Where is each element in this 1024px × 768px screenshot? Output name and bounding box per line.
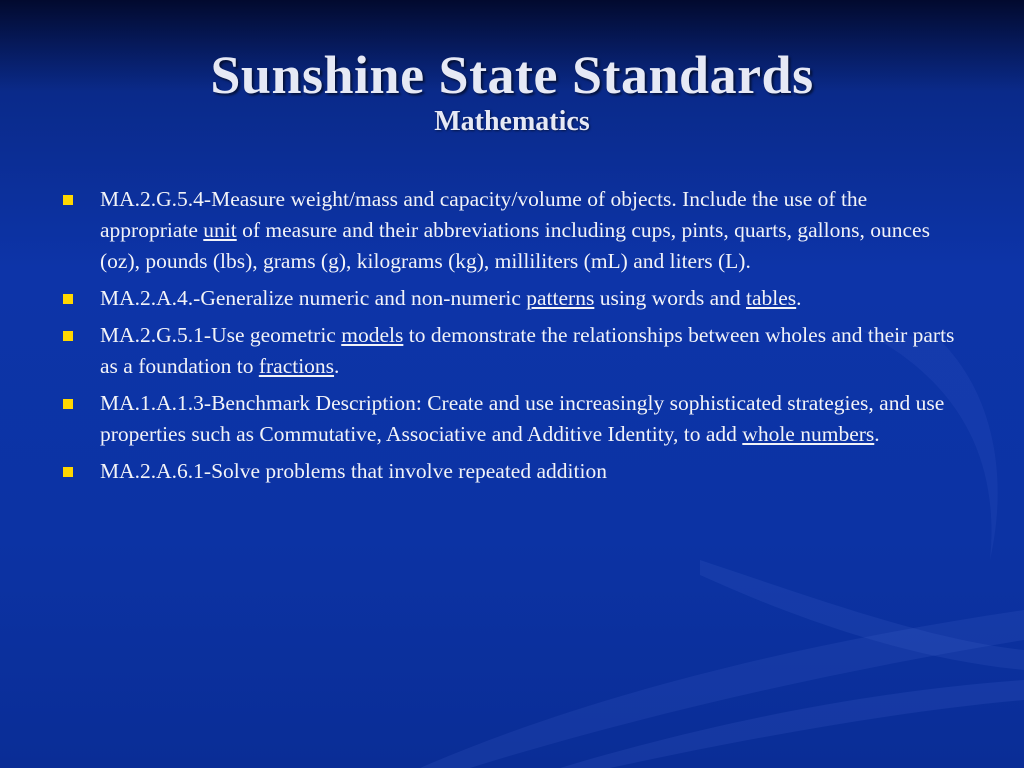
square-bullet-icon bbox=[63, 467, 73, 477]
bullet-text: . bbox=[874, 422, 880, 446]
bullet-text: . bbox=[334, 354, 340, 378]
hyperlink-whole-numbers[interactable]: whole numbers bbox=[742, 422, 875, 446]
standards-bullet-list bbox=[58, 184, 968, 493]
bullet-text: MA.2.A.4.-Generalize numeric and non-numeric bbox=[100, 286, 527, 310]
square-bullet-icon bbox=[63, 294, 73, 304]
square-bullet-icon bbox=[63, 195, 73, 205]
standard-bullet-item bbox=[58, 320, 968, 382]
square-bullet-icon bbox=[63, 331, 73, 341]
title-block bbox=[0, 40, 1024, 140]
hyperlink-patterns[interactable]: patterns bbox=[526, 286, 595, 310]
square-bullet-icon bbox=[63, 399, 73, 409]
bullet-text: to demonstrate the relationships between wholes and their parts as a foundation to bbox=[100, 323, 955, 378]
standard-bullet-item bbox=[58, 456, 968, 487]
bullet-text: MA.2.A.6.1-Solve problems that involve repeated addition bbox=[100, 459, 607, 483]
standard-bullet-item bbox=[58, 184, 968, 277]
bullet-text: . bbox=[796, 286, 802, 310]
standard-bullet-item bbox=[58, 283, 968, 314]
bullet-text: using words and bbox=[594, 286, 747, 310]
slide-title: Sunshine State Standards bbox=[210, 45, 814, 105]
bullet-text: MA.1.A.1.3-Benchmark Description: Create and use increasingly sophisticated strategies, and use properties such as Commutative, Associative and Additive Identity, to add bbox=[100, 391, 945, 446]
hyperlink-unit[interactable]: unit bbox=[203, 218, 237, 242]
standard-bullet-item bbox=[58, 388, 968, 450]
hyperlink-tables[interactable]: tables bbox=[746, 286, 797, 310]
hyperlink-fractions[interactable]: fractions bbox=[258, 354, 335, 378]
slide-subtitle: Mathematics bbox=[434, 106, 590, 137]
hyperlink-models[interactable]: models bbox=[341, 323, 404, 347]
bullet-text: MA.2.G.5.4-Measure weight/mass and capacity/volume of objects. Include the use of the appropriate bbox=[100, 187, 868, 242]
bullet-text: of measure and their abbreviations including cups, pints, quarts, gallons, ounces (oz), pounds (lbs), grams (g), kilograms (kg), milliliters (mL) and liters (L). bbox=[100, 218, 930, 273]
bullet-text: MA.2.G.5.1-Use geometric bbox=[100, 323, 342, 347]
